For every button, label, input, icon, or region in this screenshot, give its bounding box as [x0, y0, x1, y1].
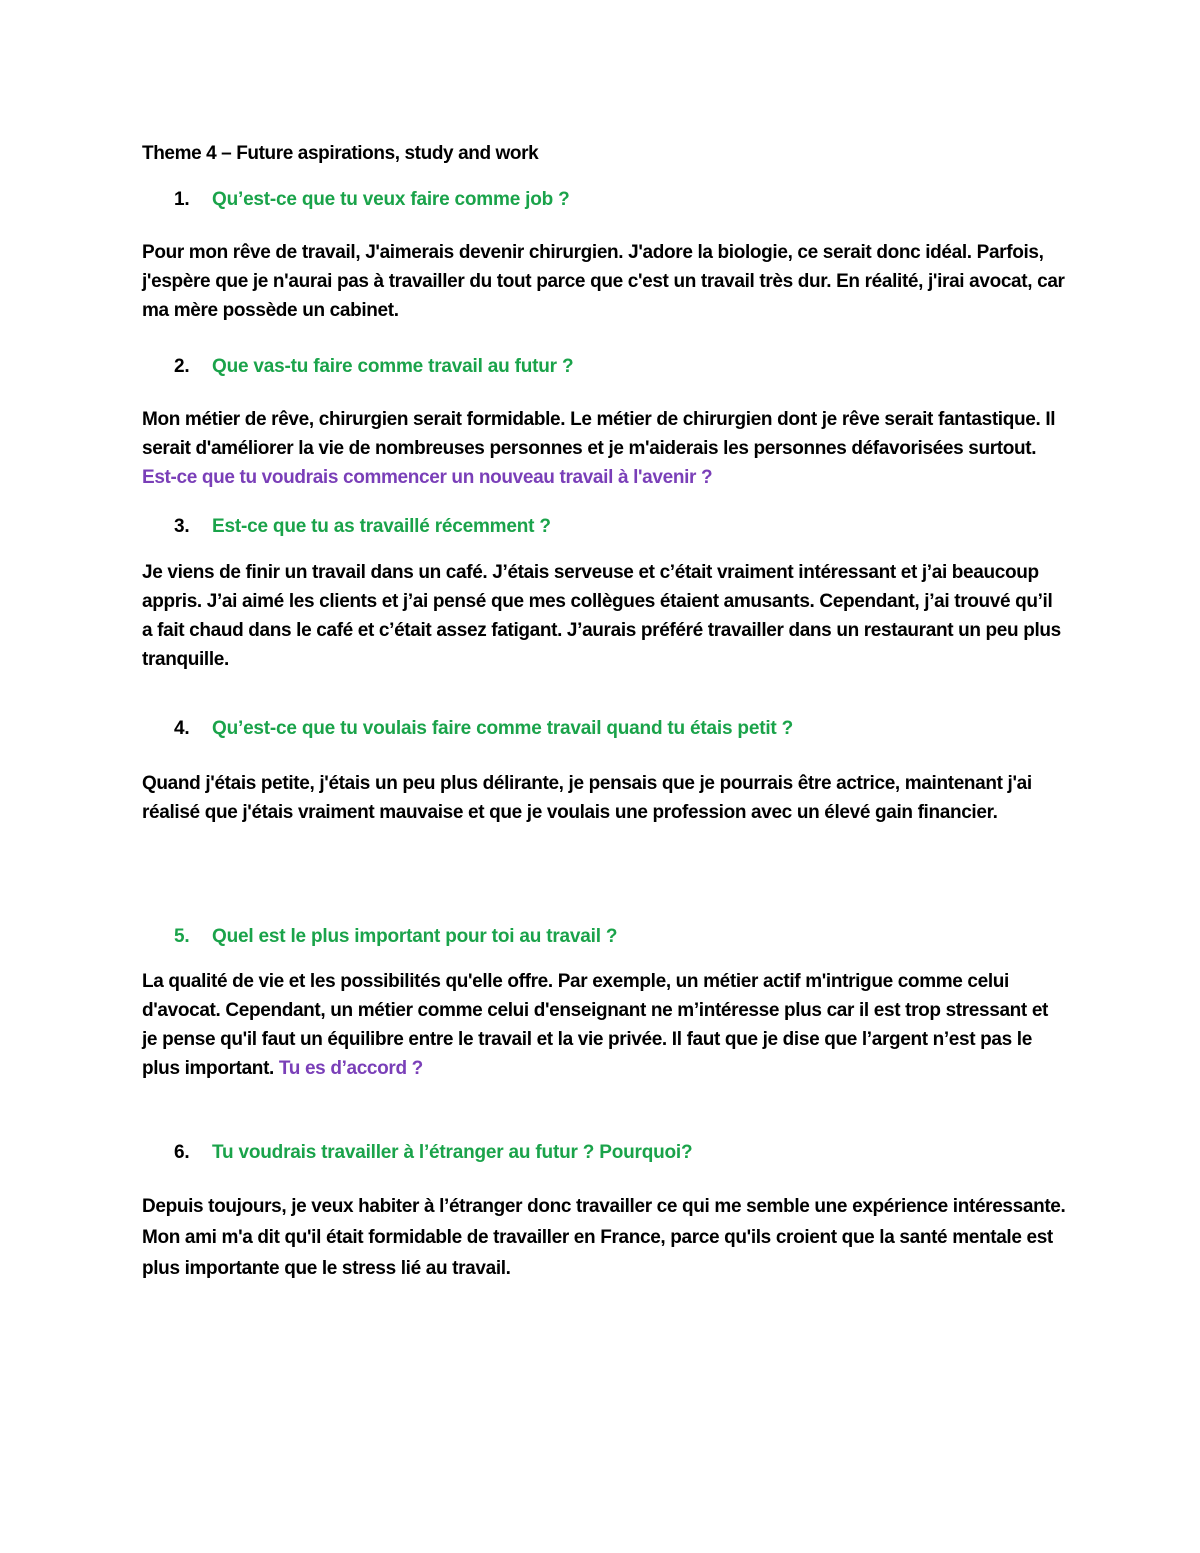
answer-6	[142, 1191, 1067, 1284]
question-number: 4.	[174, 718, 190, 739]
answer-4	[142, 769, 1067, 827]
question-text: Que vas-tu faire comme travail au futur ?	[212, 356, 574, 377]
answer-5	[142, 967, 1067, 1083]
question-4	[174, 718, 793, 740]
question-2	[174, 356, 573, 378]
question-text: Tu voudrais travailler à l’étranger au futur ? Pourquoi?	[212, 1142, 693, 1163]
question-5	[174, 926, 617, 948]
answer-text: La qualité de vie et les possibilités qu'elle offre. Par exemple, un métier actif m'intrigue comme celui d'avocat. Cependant, un métier comme celui d'enseignant ne m’intéresse plus car il est trop stressant et je pense qu'il faut un équilibre entre le travail et la vie privée. Il faut que je dise que l’argent n’est pas le plus important.	[142, 971, 1049, 1079]
question-text: Qu’est-ce que tu veux faire comme job ?	[212, 189, 570, 210]
followup-question: Est-ce que tu voudrais commencer un nouveau travail à l'avenir ?	[142, 467, 713, 488]
question-number: 3.	[174, 516, 190, 537]
answer-3	[142, 558, 1067, 674]
question-number: 1.	[174, 189, 190, 210]
answer-1	[142, 238, 1067, 325]
answer-text: Mon métier de rêve, chirurgien serait formidable. Le métier de chirurgien dont je rêve serait fantastique. Il serait d'améliorer la vie de nombreuses personnes et je m'aiderais les personnes défavorisées surtout.	[142, 409, 1056, 459]
document-title: Theme 4 – Future aspirations, study and work	[142, 143, 539, 164]
question-number: 5.	[174, 926, 190, 947]
followup-question: Tu es d’accord ?	[278, 1058, 423, 1079]
question-text: Est-ce que tu as travaillé récemment ?	[212, 516, 551, 537]
answer-text: Je viens de finir un travail dans un café. J’étais serveuse et c’était vraiment intéressant et j’ai beaucoup appris. J’ai aimé les clients et j’ai pensé que mes collègues étaient amusants. Cependant, j’ai trouvé qu’il a fait chaud dans le café et c’était assez fatigant. J’aurais préféré travailler dans un restaurant un peu plus tranquille.	[142, 562, 1061, 670]
question-number: 2.	[174, 356, 190, 377]
question-text: Qu’est-ce que tu voulais faire comme travail quand tu étais petit ?	[212, 718, 794, 739]
question-6	[174, 1142, 692, 1164]
answer-text: Quand j'étais petite, j'étais un peu plus délirante, je pensais que je pourrais être actrice, maintenant j'ai réalisé que j'étais vraiment mauvaise et que je voulais une profession avec un élevé gain financier.	[142, 773, 1032, 823]
question-3	[174, 516, 551, 538]
question-1	[174, 189, 570, 211]
answer-text: Depuis toujours, je veux habiter à l’étranger donc travailler ce qui me semble une expérience intéressante. Mon ami m'a dit qu'il était formidable de travailler en France, parce qu'ils croient que la santé mentale est plus importante que le stress lié au travail.	[142, 1196, 1066, 1279]
answer-2	[142, 405, 1067, 492]
question-text: Quel est le plus important pour toi au travail ?	[212, 926, 618, 947]
question-number: 6.	[174, 1142, 190, 1163]
answer-text: Pour mon rêve de travail, J'aimerais devenir chirurgien. J'adore la biologie, ce serait donc idéal. Parfois, j'espère que je n'aurai pas à travailler du tout parce que c'est un travail très dur. En réalité, j'irai avocat, car ma mère possède un cabinet.	[142, 242, 1065, 321]
